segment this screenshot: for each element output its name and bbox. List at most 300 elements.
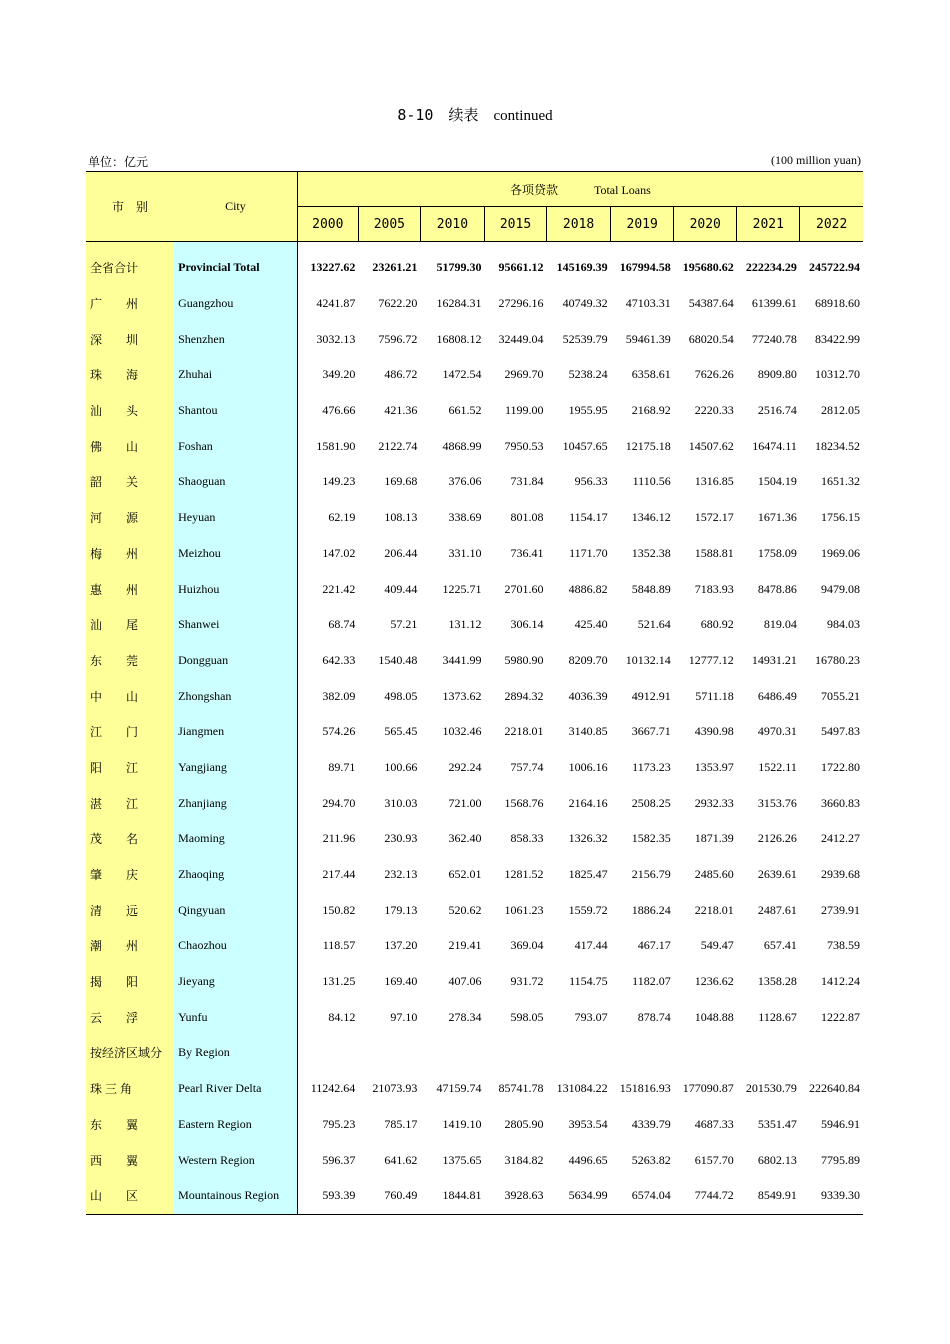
value-cell: 1472.54 — [442, 367, 482, 382]
value-cell: 7055.21 — [821, 688, 860, 703]
value-cell: 1568.76 — [504, 795, 544, 810]
row-city-en: Huizhou — [174, 571, 297, 607]
value-cell: 13227.62 — [297, 250, 358, 286]
value-cell: 2939.68 — [821, 867, 860, 882]
value-cell: 757.74 — [510, 759, 544, 774]
value-cell: 32449.04 — [498, 331, 544, 346]
value-cell: 4687.33 — [694, 1116, 734, 1131]
table-row — [86, 750, 863, 786]
value-cell — [484, 1035, 546, 1071]
value-cell: 421.36 — [384, 403, 418, 418]
value-cell: 565.45 — [384, 724, 418, 739]
value-cell: 2516.74 — [757, 403, 797, 418]
value-cell — [674, 1035, 737, 1071]
table-row — [86, 785, 863, 821]
row-city-cn: 广 州 — [86, 286, 174, 322]
table-row — [86, 571, 863, 607]
row-city-cn: 江 门 — [86, 714, 174, 750]
value-cell: 2220.33 — [694, 403, 734, 418]
row-city-en: Heyuan — [174, 500, 297, 536]
value-cell: 417.44 — [574, 938, 608, 953]
value-cell: 2639.61 — [757, 867, 797, 882]
table-row — [86, 1035, 863, 1071]
value-cell: 785.17 — [384, 1116, 418, 1131]
row-city-en: Shantou — [174, 393, 297, 429]
row-city-cn: 阳 江 — [86, 750, 174, 786]
value-cell: 5263.82 — [631, 1152, 671, 1167]
value-cell: 721.00 — [448, 795, 482, 810]
value-cell: 1032.46 — [442, 724, 482, 739]
value-cell: 1522.11 — [758, 759, 797, 774]
row-city-cn: 山 区 — [86, 1178, 174, 1214]
title-en: continued — [493, 108, 553, 124]
value-cell: 16474.11 — [752, 438, 797, 453]
value-cell: 61399.61 — [751, 296, 797, 311]
value-cell: 596.37 — [297, 1142, 358, 1178]
value-cell — [420, 1035, 484, 1071]
value-cell: 310.03 — [384, 795, 418, 810]
value-cell: 642.33 — [297, 643, 358, 679]
value-cell: 1572.17 — [694, 510, 734, 525]
value-cell: 1825.47 — [568, 867, 608, 882]
value-cell: 2932.33 — [694, 795, 734, 810]
row-city-en: Zhaoqing — [174, 857, 297, 893]
value-cell: 8909.80 — [757, 367, 797, 382]
value-cell: 150.82 — [297, 892, 358, 928]
value-cell: 7795.89 — [821, 1152, 860, 1167]
value-cell: 10312.70 — [815, 367, 860, 382]
value-cell: 1316.85 — [694, 474, 734, 489]
value-cell: 1358.28 — [757, 974, 797, 989]
value-cell: 1061.23 — [504, 902, 544, 917]
value-cell: 10457.65 — [562, 438, 608, 453]
value-cell: 6358.61 — [631, 367, 671, 382]
row-city-en: Shanwei — [174, 607, 297, 643]
value-cell: 3441.99 — [442, 652, 482, 667]
loans-table — [86, 171, 863, 1215]
value-cell: 2122.74 — [378, 438, 418, 453]
table-row — [86, 286, 863, 322]
value-cell: 149.23 — [297, 464, 358, 500]
value-cell: 2969.70 — [504, 367, 544, 382]
table-row — [86, 928, 863, 964]
value-cell: 956.33 — [574, 474, 608, 489]
value-cell: 498.05 — [384, 688, 418, 703]
value-cell: 221.42 — [297, 571, 358, 607]
row-city-cn: 珠 海 — [86, 357, 174, 393]
value-cell: 12777.12 — [688, 652, 734, 667]
row-city-en: Shaoguan — [174, 464, 297, 500]
value-cell: 1588.81 — [694, 545, 734, 560]
value-cell: 177090.87 — [682, 1081, 734, 1096]
value-cell: 801.08 — [510, 510, 544, 525]
row-city-cn: 梅 州 — [86, 536, 174, 572]
value-cell: 338.69 — [448, 510, 482, 525]
value-cell: 8549.91 — [737, 1178, 800, 1214]
row-city-en: Dongguan — [174, 643, 297, 679]
value-cell: 7744.72 — [674, 1178, 737, 1214]
unit-label-cn: 单位：亿元 — [88, 155, 149, 169]
value-cell: 6486.49 — [757, 688, 797, 703]
value-cell: 84.12 — [297, 999, 358, 1035]
value-cell: 232.13 — [384, 867, 418, 882]
row-city-cn: 珠 三 角 — [86, 1071, 174, 1107]
table-row — [86, 393, 863, 429]
value-cell: 219.41 — [448, 938, 482, 953]
value-cell: 2812.05 — [821, 403, 860, 418]
value-cell: 1844.81 — [420, 1178, 484, 1214]
value-cell: 2218.01 — [504, 724, 544, 739]
row-city-en: Jiangmen — [174, 714, 297, 750]
value-cell: 1412.24 — [821, 974, 860, 989]
value-cell — [800, 1035, 863, 1071]
row-city-cn: 东 莞 — [86, 643, 174, 679]
row-city-cn: 云 浮 — [86, 999, 174, 1035]
value-cell: 217.44 — [297, 857, 358, 893]
header-year: 2000 — [297, 207, 358, 242]
value-cell: 467.17 — [637, 938, 671, 953]
value-cell: 409.44 — [384, 581, 418, 596]
value-cell: 51799.30 — [436, 260, 482, 275]
value-cell: 16808.12 — [436, 331, 482, 346]
value-cell: 2805.90 — [504, 1116, 544, 1131]
value-cell: 2412.27 — [821, 831, 860, 846]
table-row — [86, 964, 863, 1000]
value-cell: 3660.83 — [821, 795, 860, 810]
value-cell: 425.40 — [574, 617, 608, 632]
value-cell: 5634.99 — [547, 1178, 611, 1214]
value-cell: 549.47 — [700, 938, 734, 953]
header-loans-en: Total Loans — [593, 182, 651, 197]
value-cell: 68.74 — [297, 607, 358, 643]
value-cell: 1373.62 — [442, 688, 482, 703]
header-loans-cn: 各项贷款 — [509, 182, 558, 197]
value-cell: 1048.88 — [694, 1009, 734, 1024]
value-cell: 984.03 — [827, 617, 860, 632]
table-title — [0, 104, 950, 125]
value-cell — [611, 1035, 674, 1071]
value-cell: 4868.99 — [442, 438, 482, 453]
row-city-en: Chaozhou — [174, 928, 297, 964]
value-cell: 1236.62 — [694, 974, 734, 989]
value-cell: 2168.92 — [631, 403, 671, 418]
value-cell: 349.20 — [297, 357, 358, 393]
row-city-en: Zhanjiang — [174, 785, 297, 821]
value-cell: 137.20 — [384, 938, 418, 953]
value-cell: 5238.24 — [568, 367, 608, 382]
value-cell: 179.13 — [384, 902, 418, 917]
value-cell: 486.72 — [384, 367, 418, 382]
value-cell: 4036.39 — [568, 688, 608, 703]
row-city-cn: 河 源 — [86, 500, 174, 536]
header-total-loans — [297, 172, 863, 207]
row-city-cn: 西 翼 — [86, 1142, 174, 1178]
value-cell: 151816.93 — [619, 1081, 671, 1096]
value-cell — [737, 1035, 800, 1071]
value-cell: 680.92 — [700, 617, 734, 632]
value-cell: 169.40 — [384, 974, 418, 989]
value-cell: 7596.72 — [378, 331, 418, 346]
value-cell: 23261.21 — [372, 260, 418, 275]
value-cell: 793.07 — [574, 1009, 608, 1024]
value-cell: 1281.52 — [504, 867, 544, 882]
value-cell: 1886.24 — [631, 902, 671, 917]
row-city-cn: 按经济区域分 — [86, 1035, 174, 1071]
table-number: 8-10 — [397, 106, 434, 124]
value-cell: 1326.32 — [568, 831, 608, 846]
value-cell: 2508.25 — [631, 795, 671, 810]
row-city-en: Foshan — [174, 428, 297, 464]
value-cell: 131084.22 — [556, 1081, 608, 1096]
value-cell: 95661.12 — [498, 260, 544, 275]
value-cell: 2739.91 — [821, 902, 860, 917]
value-cell: 1199.00 — [504, 403, 544, 418]
value-cell: 382.09 — [297, 678, 358, 714]
value-cell: 167994.58 — [619, 260, 671, 275]
row-city-en: Mountainous Region — [174, 1178, 297, 1214]
row-city-cn: 揭 阳 — [86, 964, 174, 1000]
table-row — [86, 536, 863, 572]
row-city-cn: 韶 关 — [86, 464, 174, 500]
value-cell: 1171.70 — [569, 545, 608, 560]
title-cn: 续表 — [448, 108, 479, 124]
value-cell: 9479.08 — [821, 581, 860, 596]
row-city-en: Jieyang — [174, 964, 297, 1000]
value-cell: 10132.14 — [625, 652, 671, 667]
value-cell: 1110.56 — [632, 474, 671, 489]
value-cell: 294.70 — [297, 785, 358, 821]
value-cell: 4886.82 — [568, 581, 608, 596]
value-cell: 652.01 — [448, 867, 482, 882]
value-cell: 1758.09 — [757, 545, 797, 560]
value-cell: 4912.91 — [631, 688, 671, 703]
value-cell: 593.39 — [297, 1178, 358, 1214]
value-cell: 657.41 — [763, 938, 797, 953]
value-cell: 1173.23 — [632, 759, 671, 774]
value-cell: 77240.78 — [751, 331, 797, 346]
value-cell: 4390.98 — [694, 724, 734, 739]
value-cell: 1581.90 — [297, 428, 358, 464]
value-cell: 6802.13 — [757, 1152, 797, 1167]
value-cell: 222640.84 — [809, 1081, 860, 1096]
header-year: 2005 — [358, 207, 420, 242]
value-cell: 2164.16 — [568, 795, 608, 810]
value-cell: 89.71 — [297, 750, 358, 786]
value-cell: 738.59 — [827, 938, 860, 953]
value-cell — [297, 1035, 358, 1071]
value-cell: 8478.86 — [757, 581, 797, 596]
value-cell: 3953.54 — [568, 1116, 608, 1131]
value-cell: 1722.80 — [821, 759, 860, 774]
value-cell: 1346.12 — [631, 510, 671, 525]
value-cell: 5497.83 — [821, 724, 860, 739]
value-cell: 11242.64 — [297, 1071, 358, 1107]
value-cell: 145169.39 — [556, 260, 608, 275]
value-cell: 736.41 — [510, 545, 544, 560]
value-cell: 731.84 — [510, 474, 544, 489]
value-cell: 331.10 — [448, 545, 482, 560]
row-city-cn: 东 翼 — [86, 1107, 174, 1143]
row-city-cn: 清 远 — [86, 892, 174, 928]
value-cell: 598.05 — [510, 1009, 544, 1024]
header-year: 2010 — [420, 207, 484, 242]
value-cell: 1871.39 — [694, 831, 734, 846]
table-row — [86, 678, 863, 714]
value-cell: 18234.52 — [815, 438, 860, 453]
row-city-cn: 全省合计 — [86, 250, 174, 286]
value-cell: 2701.60 — [504, 581, 544, 596]
row-city-en: Meizhou — [174, 536, 297, 572]
row-city-cn: 肇 庆 — [86, 857, 174, 893]
value-cell: 2218.01 — [694, 902, 734, 917]
value-cell: 6574.04 — [611, 1178, 674, 1214]
value-cell: 14507.62 — [688, 438, 734, 453]
value-cell: 68020.54 — [688, 331, 734, 346]
value-cell: 47159.74 — [436, 1081, 482, 1096]
value-cell: 52539.79 — [562, 331, 608, 346]
row-city-en: By Region — [174, 1035, 297, 1071]
row-city-cn: 中 山 — [86, 678, 174, 714]
value-cell: 16284.31 — [436, 296, 482, 311]
value-cell: 1955.95 — [568, 403, 608, 418]
header-city-cn: 市 别 — [86, 172, 174, 242]
value-cell: 54387.64 — [688, 296, 734, 311]
table-row — [86, 1142, 863, 1178]
value-cell: 1128.67 — [758, 1009, 797, 1024]
row-city-en: Qingyuan — [174, 892, 297, 928]
table-row — [86, 321, 863, 357]
value-cell: 21073.93 — [372, 1081, 418, 1096]
value-cell: 7950.53 — [504, 438, 544, 453]
value-cell: 27296.16 — [498, 296, 544, 311]
table-row — [86, 892, 863, 928]
value-cell: 7622.20 — [378, 296, 418, 311]
value-cell: 108.13 — [384, 510, 418, 525]
value-cell: 4241.87 — [297, 286, 358, 322]
header-year: 2022 — [800, 207, 863, 242]
row-city-en: Yangjiang — [174, 750, 297, 786]
row-city-cn: 汕 头 — [86, 393, 174, 429]
value-cell: 641.62 — [384, 1152, 418, 1167]
value-cell: 12175.18 — [625, 438, 671, 453]
table-row — [86, 357, 863, 393]
unit-label-en: (100 million yuan) — [771, 153, 861, 167]
value-cell: 1154.17 — [569, 510, 608, 525]
value-cell: 362.40 — [448, 831, 482, 846]
row-city-cn: 潮 州 — [86, 928, 174, 964]
value-cell: 1353.97 — [694, 759, 734, 774]
value-cell: 118.57 — [297, 928, 358, 964]
value-cell: 369.04 — [510, 938, 544, 953]
value-cell: 68918.60 — [815, 296, 860, 311]
value-cell: 1154.75 — [569, 974, 608, 989]
table-row — [86, 250, 863, 286]
value-cell — [547, 1035, 611, 1071]
table-body — [86, 242, 863, 1215]
value-cell: 795.23 — [297, 1107, 358, 1143]
row-city-en: Provincial Total — [174, 250, 297, 286]
header-year: 2018 — [547, 207, 611, 242]
value-cell: 1504.19 — [757, 474, 797, 489]
value-cell: 661.52 — [448, 403, 482, 418]
value-cell: 858.33 — [510, 831, 544, 846]
value-cell: 1182.07 — [632, 974, 671, 989]
table-row — [86, 1107, 863, 1143]
table-row — [86, 643, 863, 679]
row-city-en: Yunfu — [174, 999, 297, 1035]
row-city-en: Shenzhen — [174, 321, 297, 357]
value-cell: 206.44 — [384, 545, 418, 560]
value-cell: 2126.26 — [757, 831, 797, 846]
value-cell: 40749.32 — [562, 296, 608, 311]
row-city-en: Guangzhou — [174, 286, 297, 322]
row-city-en: Maoming — [174, 821, 297, 857]
value-cell: 57.21 — [390, 617, 418, 632]
value-cell: 97.10 — [390, 1009, 418, 1024]
value-cell: 8209.70 — [568, 652, 608, 667]
value-cell: 1225.71 — [442, 581, 482, 596]
value-cell: 7626.26 — [694, 367, 734, 382]
value-cell: 306.14 — [510, 617, 544, 632]
value-cell: 878.74 — [637, 1009, 671, 1024]
value-cell: 1006.16 — [568, 759, 608, 774]
table-row — [86, 1071, 863, 1107]
value-cell: 1419.10 — [442, 1116, 482, 1131]
value-cell: 1375.65 — [442, 1152, 482, 1167]
value-cell: 3184.82 — [504, 1152, 544, 1167]
row-city-en: Western Region — [174, 1142, 297, 1178]
value-cell: 1222.87 — [821, 1009, 860, 1024]
value-cell: 3140.85 — [568, 724, 608, 739]
row-city-cn: 深 圳 — [86, 321, 174, 357]
value-cell: 3153.76 — [757, 795, 797, 810]
value-cell: 201530.79 — [745, 1081, 797, 1096]
row-city-cn: 佛 山 — [86, 428, 174, 464]
value-cell: 16780.23 — [815, 652, 860, 667]
value-cell: 59461.39 — [625, 331, 671, 346]
value-cell: 169.68 — [384, 474, 418, 489]
table-row — [86, 857, 863, 893]
table-row — [86, 821, 863, 857]
row-city-cn: 湛 江 — [86, 785, 174, 821]
header-city-en: City — [174, 172, 297, 242]
row-city-en: Eastern Region — [174, 1107, 297, 1143]
value-cell: 211.96 — [297, 821, 358, 857]
value-cell: 1969.06 — [821, 545, 860, 560]
value-cell: 85741.78 — [498, 1081, 544, 1096]
table-row — [86, 1178, 863, 1214]
value-cell: 760.49 — [358, 1178, 420, 1214]
value-cell: 222234.29 — [745, 260, 797, 275]
value-cell: 1540.48 — [378, 652, 418, 667]
value-cell: 4496.65 — [568, 1152, 608, 1167]
table-row — [86, 999, 863, 1035]
value-cell: 3928.63 — [484, 1178, 546, 1214]
value-cell: 5711.18 — [695, 688, 734, 703]
value-cell: 6157.70 — [694, 1152, 734, 1167]
value-cell: 195680.62 — [682, 260, 734, 275]
value-cell: 278.34 — [448, 1009, 482, 1024]
value-cell: 1559.72 — [568, 902, 608, 917]
value-cell: 3667.71 — [631, 724, 671, 739]
value-cell: 1651.32 — [821, 474, 860, 489]
value-cell: 131.25 — [297, 964, 358, 1000]
value-cell: 4339.79 — [631, 1116, 671, 1131]
value-cell: 5946.91 — [821, 1116, 860, 1131]
header-year: 2021 — [737, 207, 800, 242]
value-cell: 2487.61 — [757, 902, 797, 917]
value-cell: 2485.60 — [694, 867, 734, 882]
